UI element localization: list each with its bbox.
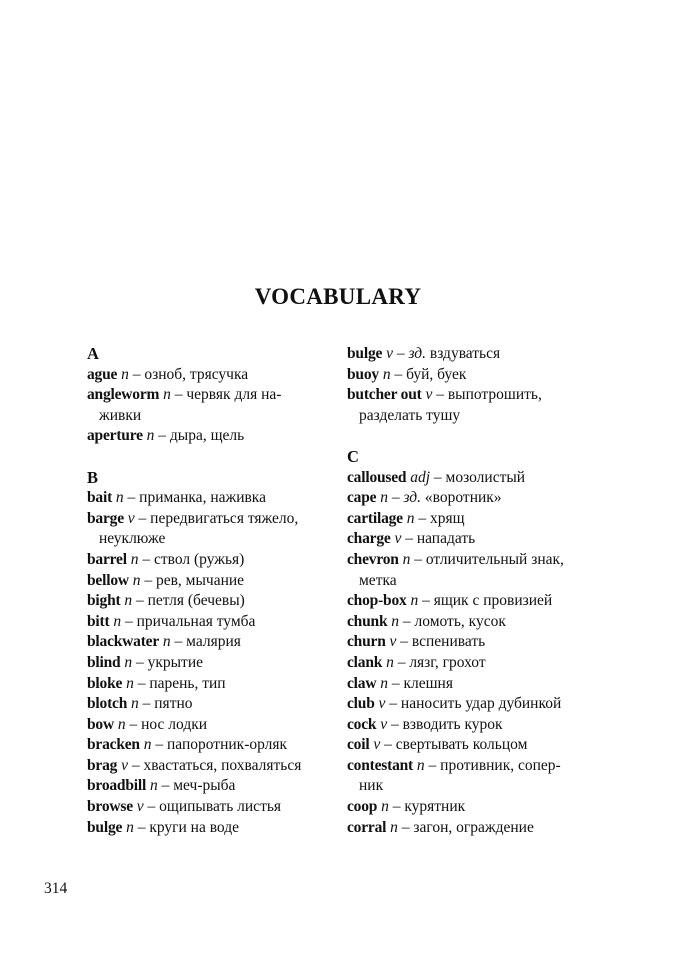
entry-part-of-speech: n [130, 550, 139, 568]
entry-part-of-speech: v [121, 756, 128, 774]
entry-part-of-speech: n [163, 386, 171, 404]
entry-part-of-speech: n [402, 550, 411, 568]
vocabulary-column-left [87, 344, 332, 838]
entry-definition: мозолистый [445, 468, 526, 486]
vocab-entry: calloused adj – мозолистый [347, 468, 526, 486]
entry-definition: клешня [403, 674, 453, 692]
entry-definition: выпотрошить, [447, 386, 542, 404]
entry-word: angleworm [87, 386, 160, 404]
entry-definition: ствол (ружья) [153, 550, 245, 568]
entry-part-of-speech: v [378, 695, 386, 713]
entry-word: browse [87, 798, 133, 816]
entry-definition: нос лодки [141, 715, 208, 733]
entry-definition-continuation: ник [359, 777, 384, 795]
entry-word: bight [87, 592, 121, 610]
vocab-entry: churn v – вспенивать [347, 633, 486, 651]
entry-part-of-speech: n [126, 674, 134, 692]
entry-word: bait [87, 489, 113, 507]
entry-word: calloused [347, 468, 407, 486]
entry-definition-continuation: метка [359, 571, 397, 589]
entry-part-of-speech: n [381, 798, 389, 816]
section-letter: C [347, 446, 359, 466]
entry-part-of-speech: n [162, 633, 171, 651]
entry-part-of-speech: v [394, 530, 402, 548]
vocab-entry: barge v – передвигаться тяжело, неуклюже [87, 509, 332, 550]
entry-definition: причальная тумба [136, 612, 256, 630]
section-letter: B [87, 467, 99, 487]
entry-definition: вспенивать [411, 633, 486, 651]
entry-word: club [347, 695, 375, 713]
entry-word: contestant [347, 756, 414, 774]
vocab-entry: chop-box n – ящик с провизией [347, 592, 553, 610]
entry-word: cartilage [347, 509, 403, 527]
vocab-entry: cartilage n – хрящ [347, 509, 465, 527]
entry-word: charge [347, 530, 391, 548]
entry-definition-continuation: разделать тушу [359, 406, 461, 424]
entry-part-of-speech: n [113, 612, 122, 630]
vocab-entry: chevron n – отличительный знак, метка [347, 550, 593, 591]
entry-definition: свертывать кольцом [395, 736, 528, 754]
vocab-entry: bracken n – папоротник-орляк [87, 736, 288, 754]
entry-word: chevron [347, 550, 399, 568]
vocab-entry: butcher out v – выпотрошить, разделать тушу [347, 385, 593, 426]
vocab-entry: bloke n – парень, тип [87, 674, 226, 692]
entry-part-of-speech: n [146, 427, 155, 445]
entry-part-of-speech: n [386, 653, 394, 671]
section-letter: A [87, 344, 99, 363]
entry-part-of-speech: v [136, 798, 144, 816]
entry-definition: малярия [186, 633, 241, 651]
entry-word: butcher out [347, 386, 422, 404]
page-number: 314 [44, 880, 68, 897]
entry-word: broadbill [87, 777, 147, 795]
vocab-entry: club v – наносить удар дубинкой [347, 695, 562, 713]
entry-definition-continuation: неуклюже [99, 530, 166, 548]
entry-definition: парень, тип [149, 674, 226, 692]
entry-part-of-speech: n [115, 489, 124, 507]
entry-definition: укрытие [147, 653, 204, 671]
vocab-entry: bitt n – причальная тумба [87, 612, 256, 630]
vocab-entry: blotch n – пятно [87, 695, 193, 713]
entry-word: blotch [87, 695, 128, 713]
entry-word: clank [347, 653, 383, 671]
entry-definition: лязг, грохот [409, 653, 486, 671]
entry-word: blind [87, 653, 121, 671]
entry-definition: загон, ограждение [413, 818, 534, 836]
vocab-entry: bait n – приманка, наживка [87, 489, 266, 507]
vocab-entry: chunk n – ломоть, кусок [347, 612, 506, 630]
entry-definition: петля (бечевы) [147, 592, 245, 610]
entry-part-of-speech: n [149, 777, 158, 795]
entry-part-of-speech: n [124, 653, 133, 671]
entry-word: aperture [87, 427, 143, 445]
entry-part-of-speech: n [391, 612, 399, 630]
entry-word: chunk [347, 612, 388, 630]
entry-part-of-speech: n [124, 592, 133, 610]
entry-word: barrel [87, 550, 127, 568]
entry-definition: «воротник» [424, 489, 502, 507]
entry-part-of-speech: n [143, 736, 152, 754]
entry-part-of-speech: n [121, 365, 129, 383]
vocab-entry: bulge n – круги на воде [87, 818, 239, 836]
vocab-entry: broadbill n – меч-рыба [87, 777, 236, 795]
entry-part-of-speech: n [410, 592, 419, 610]
entry-part-of-speech: n [406, 509, 415, 527]
entry-part-of-speech: n [117, 715, 126, 733]
entry-definition: вздуваться [429, 345, 501, 362]
vocab-entry: claw n – клешня [347, 674, 453, 692]
entry-definition: пятно [154, 695, 193, 713]
entry-definition: дыра, щель [169, 427, 245, 445]
entry-definition: буй, буек [406, 365, 467, 383]
vocab-entry: angleworm n – червяк для на- живки [87, 385, 332, 426]
entry-definition: меч-рыба [173, 777, 236, 795]
entry-definition: нападать [416, 530, 476, 548]
entry-part-of-speech: n [380, 674, 388, 692]
entry-definition: хвастаться, похваляться [143, 756, 302, 774]
entry-definition: курятник [404, 798, 466, 816]
entry-word: bloke [87, 674, 123, 692]
entry-part-of-speech: adj [410, 468, 431, 486]
entry-definition: отличительный знак, [425, 550, 564, 568]
entry-part-of-speech: v – зд. [386, 345, 427, 362]
vocab-entry: barrel n – ствол (ружья) [87, 550, 245, 568]
entry-word: coop [347, 798, 378, 816]
entry-definition: круги на воде [149, 818, 239, 836]
entry-part-of-speech: n [132, 571, 141, 589]
vocab-entry: blackwater n – малярия [87, 633, 241, 651]
vocab-entry [347, 344, 593, 365]
entry-word: cock [347, 715, 377, 733]
entry-part-of-speech: n [416, 756, 425, 774]
entry-part-of-speech: n [382, 365, 391, 383]
entry-definition: хрящ [430, 509, 465, 527]
entry-part-of-speech: n – зд. [380, 489, 422, 507]
entry-definition: приманка, наживка [139, 489, 266, 507]
entry-part-of-speech: n [390, 818, 398, 836]
entry-part-of-speech: v [380, 715, 388, 733]
vocab-entry: blind n – укрытие [87, 653, 204, 671]
vocab-entry: aperture n – дыра, щель [87, 427, 245, 445]
vocab-entry: ague n – озноб, трясучка [87, 365, 249, 383]
entry-part-of-speech: v [389, 633, 397, 651]
entry-word: bellow [87, 571, 129, 589]
vocab-entry: bellow n – рев, мычание [87, 571, 245, 589]
entry-definition: наносить удар дубинкой [400, 695, 562, 713]
vocab-entry: bight n – петля (бечевы) [87, 592, 245, 610]
entry-word: bow [87, 715, 114, 733]
vocab-entry [347, 488, 593, 509]
section-gap [347, 426, 593, 447]
vocab-entry: clank n – лязг, грохот [347, 653, 486, 671]
vocab-entry: charge v – нападать [347, 530, 476, 548]
entry-definition: ящик с провизией [433, 592, 553, 610]
page-title: VOCABULARY [254, 284, 422, 309]
entry-definition: червяк для на- [186, 386, 282, 404]
vocab-entry: brag v – хвастаться, похваляться [87, 756, 302, 774]
entry-definition: противник, сопер- [440, 756, 561, 774]
entry-word: blackwater [87, 633, 160, 651]
vocab-entry: corral n – загон, ограждение [347, 818, 534, 836]
entry-definition: рев, мычание [155, 571, 245, 589]
entry-word: cape [347, 489, 377, 507]
entry-word: barge [87, 509, 124, 527]
vocabulary-column-right [347, 344, 593, 838]
entry-definition: озноб, трясучка [144, 365, 249, 383]
section-gap [87, 447, 332, 468]
entry-part-of-speech: n [126, 818, 134, 836]
entry-definition: взводить курок [402, 715, 503, 733]
entry-part-of-speech: v [127, 509, 135, 527]
entry-part-of-speech: n [131, 695, 139, 713]
vocab-entry: coop n – курятник [347, 798, 466, 816]
entry-word: coil [347, 736, 370, 754]
entry-definition: передвигаться тяжело, [150, 509, 299, 527]
entry-word: bracken [87, 736, 140, 754]
vocab-entry: contestant n – противник, сопер- ник [347, 756, 593, 797]
entry-definition: папоротник-орляк [166, 736, 288, 754]
vocab-entry: cock v – взводить курок [347, 715, 503, 733]
entry-definition: ломоть, кусок [414, 612, 506, 630]
entry-definition: ощипывать листья [159, 798, 282, 816]
entry-word: corral [347, 818, 387, 836]
vocab-entry: buoy n – буй, буек [347, 365, 467, 383]
entry-definition-continuation: живки [99, 406, 142, 424]
entry-word: ague [87, 365, 118, 383]
vocab-entry: browse v – ощипывать листья [87, 798, 282, 816]
entry-word: bulge [347, 345, 383, 362]
entry-word: brag [87, 756, 118, 774]
entry-part-of-speech: v [373, 736, 381, 754]
entry-word: buoy [347, 365, 379, 383]
entry-word: bulge [87, 818, 123, 836]
entry-word: bitt [87, 612, 110, 630]
vocab-entry: coil v – свертывать кольцом [347, 736, 528, 754]
entry-word: chop-box [347, 592, 407, 610]
entry-part-of-speech: v [425, 386, 433, 404]
entry-word: claw [347, 674, 377, 692]
entry-word: churn [347, 633, 386, 651]
vocab-entry: bow n – нос лодки [87, 715, 208, 733]
